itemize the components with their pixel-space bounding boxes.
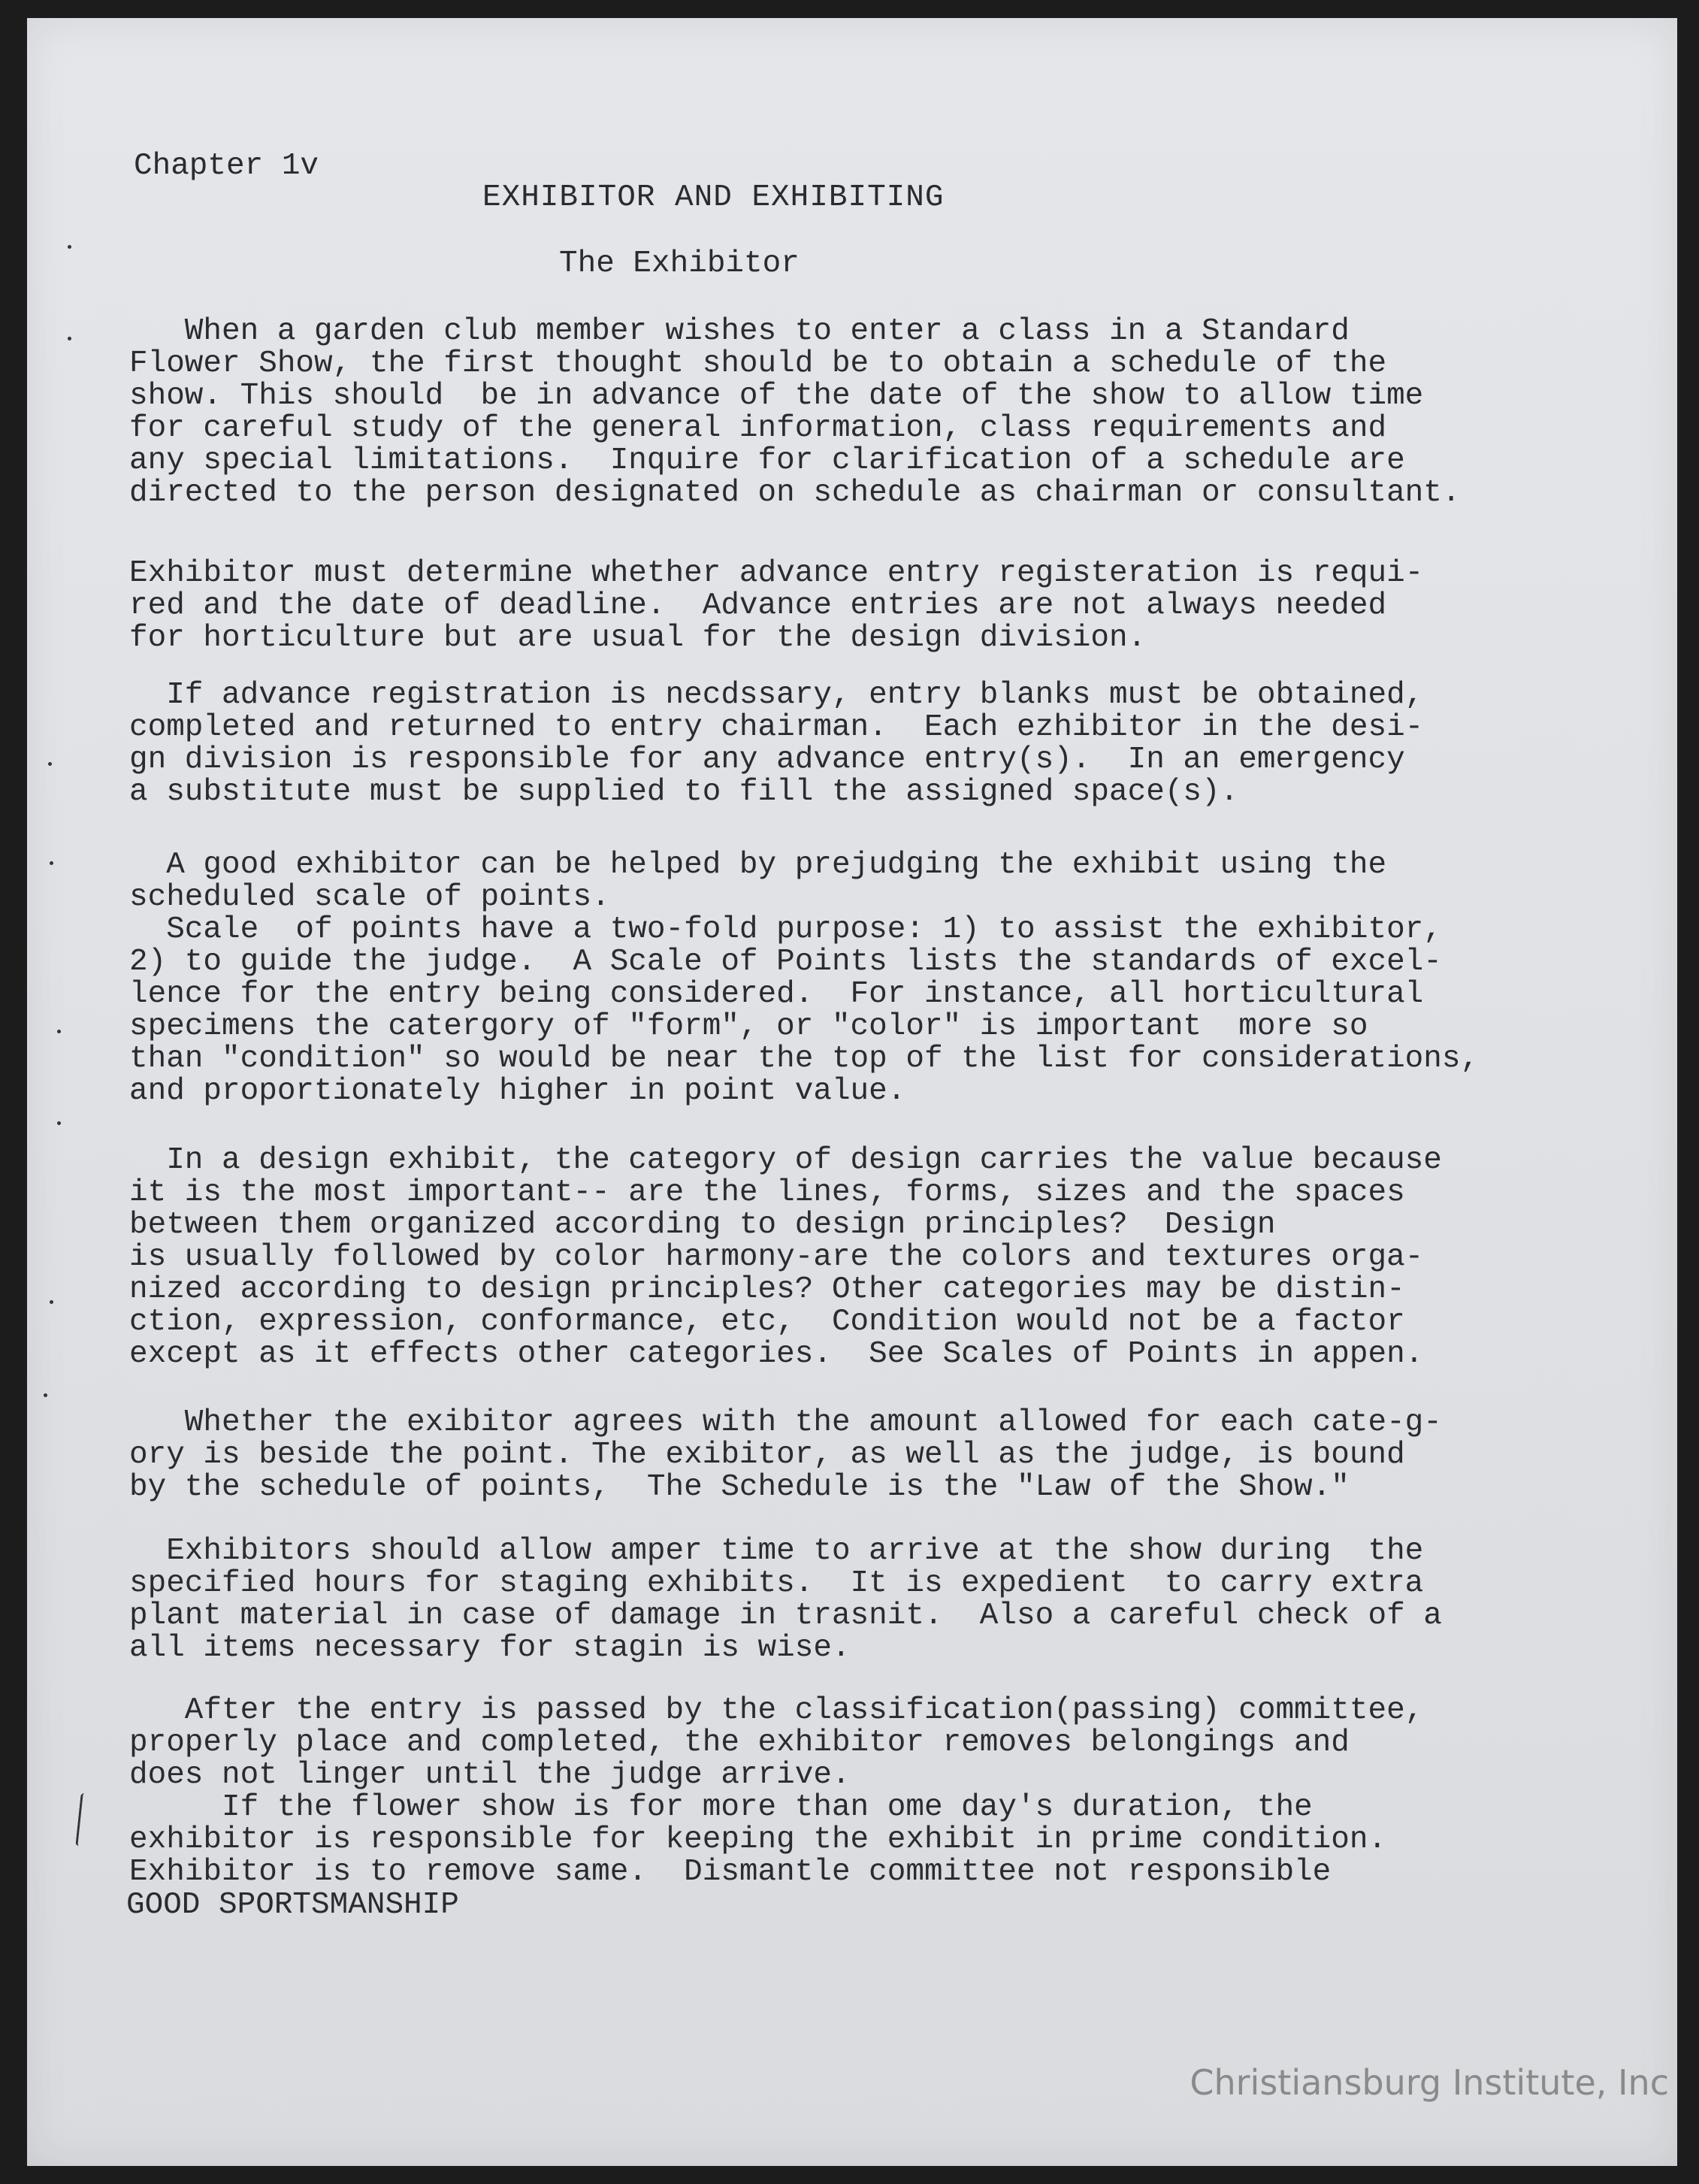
margin-dot <box>50 861 53 865</box>
margin-bracket <box>75 1793 87 1846</box>
margin-dot <box>57 1121 61 1125</box>
closing-heading: GOOD SPORTSMANSHIP <box>126 1888 459 1922</box>
paragraph: In a design exhibit, the category of design carries the value because it is the most important-- are the lines, forms, sizes and the spaces between them organized according to design principles? Design is usually followed by color harmony-are the colors and textures orga- nized according to design principles? Other categories may be distin- ction, expression, conformance, etc, Condition would not be a factor except as it effects other categories. See Scales of Points in appen. <box>129 1143 1442 1372</box>
section-subtitle: The Exhibitor <box>559 247 800 281</box>
paragraph: When a garden club member wishes to enter a class in a Standard Flower Show, the first thought should be to obtain a schedule of the show. This should be in advance of the date of the show to allow time for careful study of the general information, class requirements and any special limitations. Inquire for clarification of a schedule are directed to the person designated on schedule as chairman or consultant. <box>129 314 1461 510</box>
page-title: EXHIBITOR AND EXHIBITING <box>482 180 945 215</box>
margin-dot <box>68 245 71 249</box>
paragraph: Exhibitor must determine whether advance entry registeration is requi- red and the date of deadline. Advance entries are not always needed for horticulture but are usual for the design division. <box>129 556 1424 655</box>
paragraph: If advance registration is necdssary, entry blanks must be obtained, completed and returned to entry chairman. Each ezhibitor in the desi- gn division is responsible for any advance entry(s). In an emergency a substitute must be supplied to fill the assigned space(s). <box>129 678 1424 809</box>
paragraph: Whether the exibitor agrees with the amount allowed for each cate-g- ory is beside the point. The exibitor, as well as the judge, is bound by the schedule of points, The Schedule is the "Law of the Show." <box>129 1405 1442 1505</box>
paragraph: A good exhibitor can be helped by prejudging the exhibit using the scheduled scale of points. Scale of points have a two-fold purpose: 1) to assist the exhibitor, 2) to guide the judge. A Scale of Points lists the standards of excel- lence for the entry being considered. For instance, all horticultural specimens the catergory of "form", or "color" is important more so than "condition" so would be near the top of the list for considerations, and proportionately higher in point value. <box>129 848 1480 1109</box>
chapter-label: Chapter 1v <box>134 149 319 183</box>
margin-dot <box>68 337 71 340</box>
paragraph: Exhibitors should allow amper time to arrive at the show during the specified hours for staging exhibits. It is expedient to carry extra plant material in case of damage in trasnit. Also a careful check of a all items necessary for stagin is wise. <box>129 1534 1442 1665</box>
margin-dot <box>48 762 52 766</box>
paragraph: After the entry is passed by the classification(passing) committee, properly place and completed, the exhibitor removes belongings and does not linger until the judge arrive. If the flower show is for more than ome day's duration, the exhibitor is responsible for keeping the exhibit in prime condition. Exhibitor is to remove same. Dismantle committee not responsible <box>129 1693 1424 1889</box>
margin-dot <box>44 1393 47 1397</box>
margin-dot <box>57 1030 61 1033</box>
margin-dot <box>50 1300 53 1304</box>
watermark: Christiansburg Institute, Inc <box>1190 2062 1669 2103</box>
